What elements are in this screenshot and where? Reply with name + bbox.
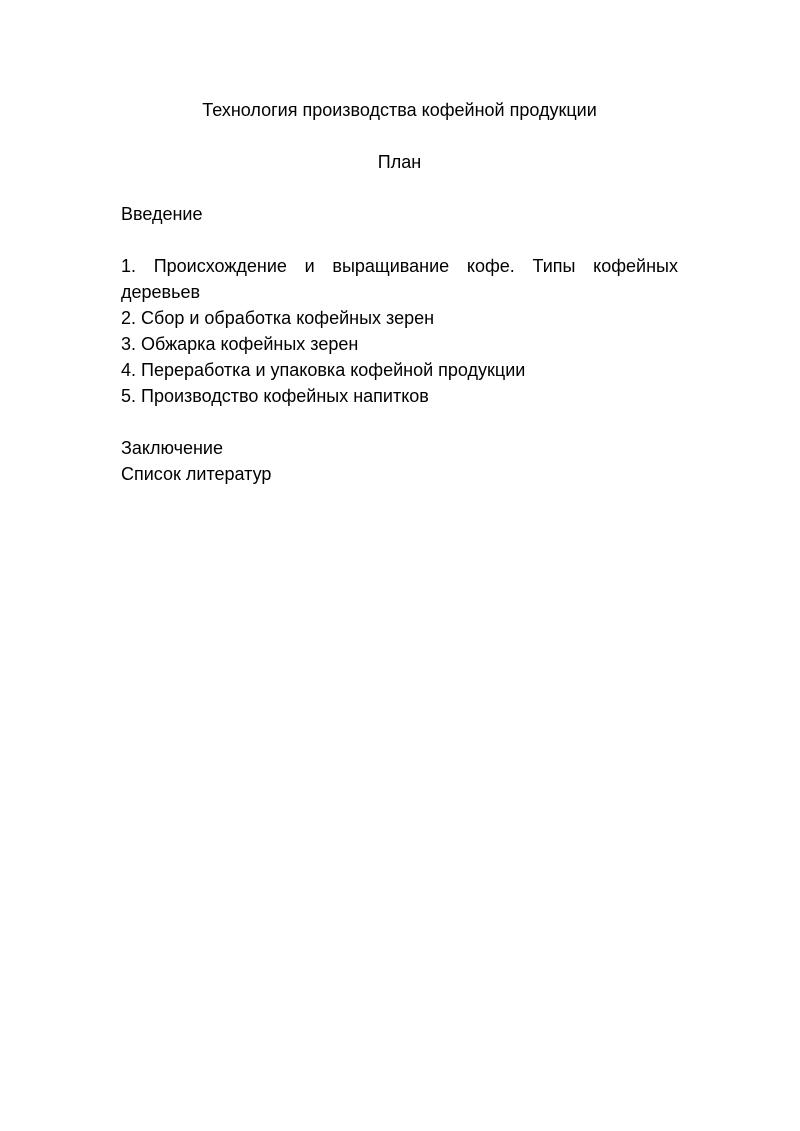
document-content bbox=[121, 97, 678, 487]
table-of-contents bbox=[121, 253, 678, 409]
toc-item-2: 2. Сбор и обработка кофейных зерен bbox=[121, 308, 435, 328]
references-entry: Список литератур bbox=[121, 464, 272, 484]
introduction-entry: Введение bbox=[121, 204, 203, 224]
toc-item-1: 1. Происхождение и выращивание кофе. Типы кофейных деревьев bbox=[121, 256, 678, 302]
toc-item-4: 4. Переработка и упаковка кофейной продукции bbox=[121, 360, 526, 380]
toc-item-5: 5. Производство кофейных напитков bbox=[121, 386, 429, 406]
toc-item-3: 3. Обжарка кофейных зерен bbox=[121, 334, 359, 354]
conclusion-entry: Заключение bbox=[121, 438, 223, 458]
plan-heading: План bbox=[377, 152, 422, 172]
document-title: Технология производства кофейной продукции bbox=[202, 100, 597, 120]
